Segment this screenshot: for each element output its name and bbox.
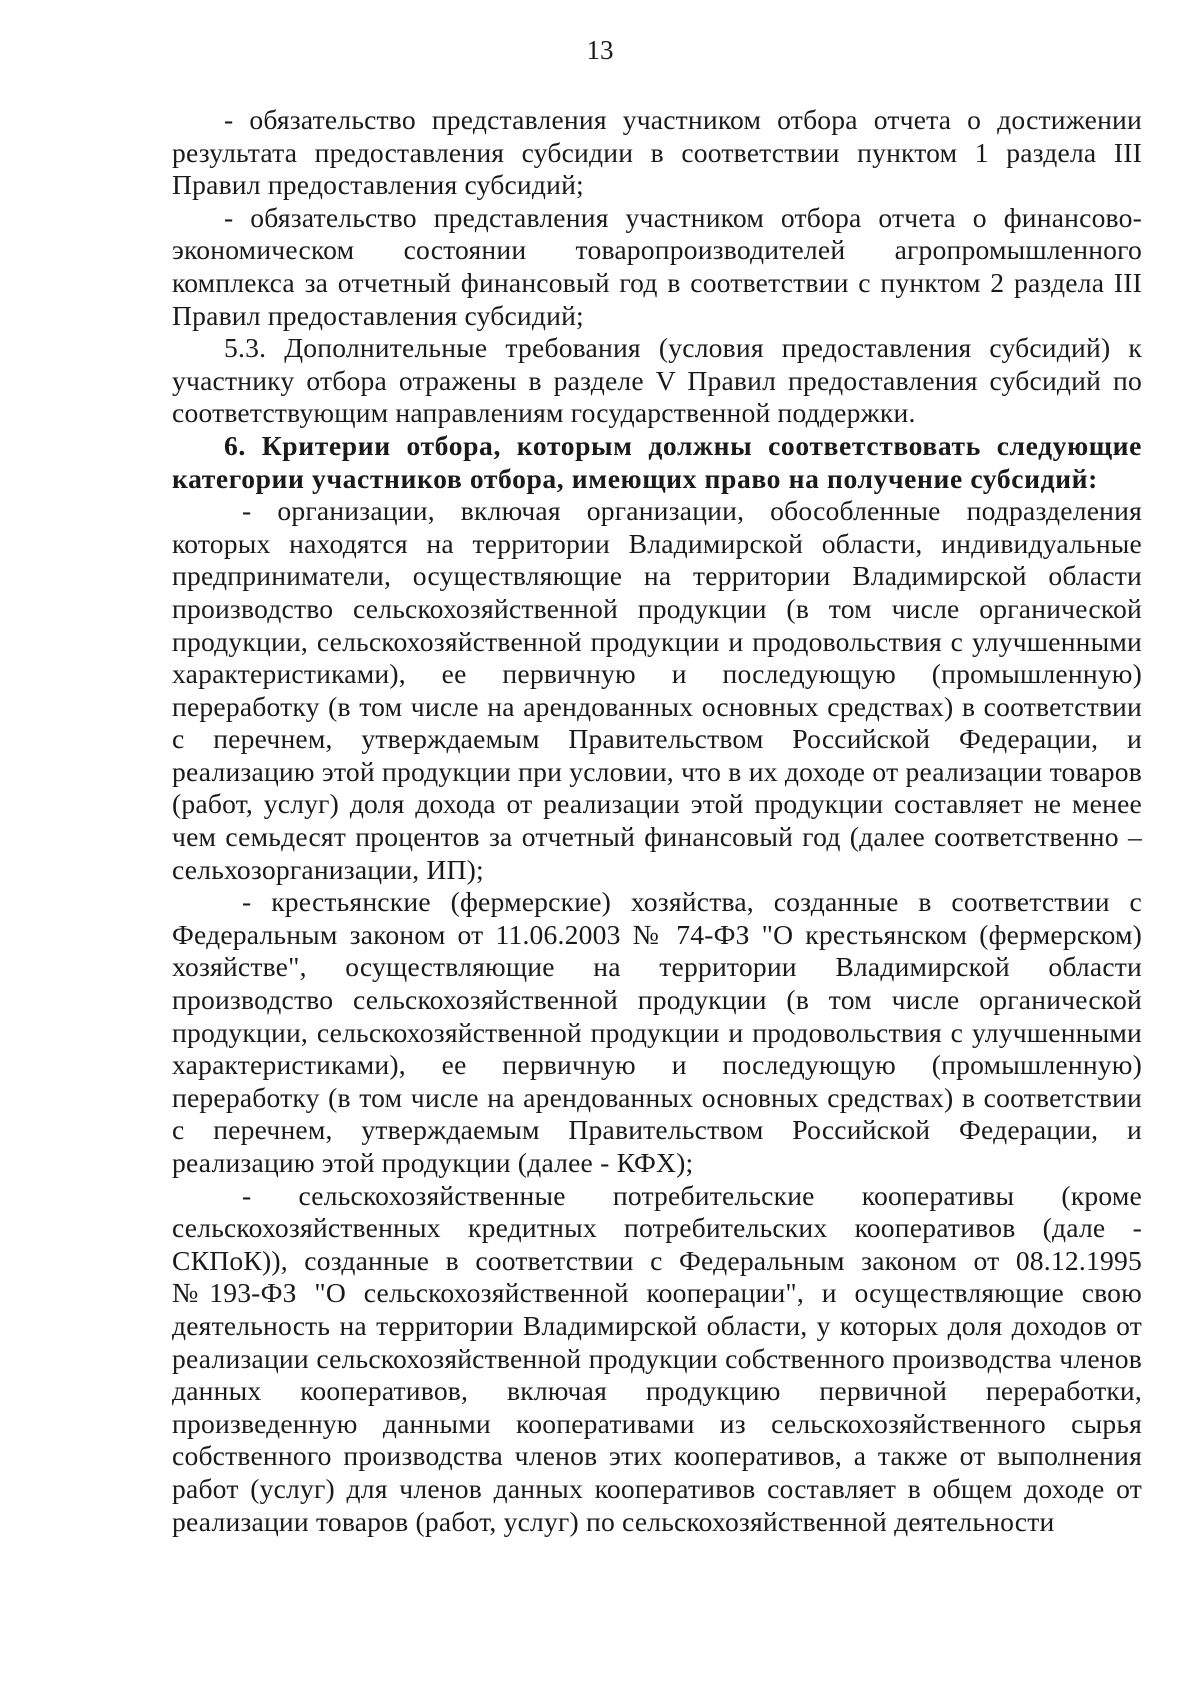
paragraph-additional-requirements: 5.3. Дополнительные требования (условия предоставления субсидий) к участнику отбора отражены в разделе V Правил предоставления субсидий по соответствующим направлениям государственной поддержки. (172, 332, 1142, 429)
paragraph-cooperatives: - сельскохозяйственные потребительские кооперативы (кроме сельскохозяйственных кредитных потребительских кооперативов (дале - СКПоК)), созданные в соответствии с Федеральным законом от 08.12.1995 №193-ФЗ "О сельскохозяйственной кооперации", и осуществляющие свою деятельность на территории Владимирской области, у которых доля доходов от реализации сельскохозяйственной продукции собственного производства членов данных кооперативов, включая продукцию первичной переработки, произведенную данными кооперативами из сельскохозяйственного сырья собственного производства членов этих кооперативов, а также от выполнения работ (услуг) для членов данных кооперативов составляет в общем доходе от реализации товаров (работ, услуг) по сельскохозяйственной деятельности (172, 1179, 1142, 1537)
paragraph-peasant-farms: - крестьянские (фермерские) хозяйства, созданные в соответствии с Федеральным законом от 11.06.2003 № 74-ФЗ "О крестьянском (фермерском) хозяйстве", осуществляющие на территории Владимирской области производство сельскохозяйственной продукции (в том числе органической продукции, сельскохозяйственной продукции и продовольствия с улучшенными характеристиками), ее первичную и последующую (промышленную) переработку (в том числе на арендованных основных средствах) в соответствии с перечнем, утверждаемым Правительством Российской Федерации, и реализацию этой продукции (далее - КФХ); (172, 886, 1142, 1178)
paragraph-organizations: - организации, включая организации, обособленные подразделения которых находятся на территории Владимирской области, индивидуальные предприниматели, осуществляющие на территории Владимирской области производство сельскохозяйственной продукции (в том числе органической продукции, сельскохозяйственной продукции и продовольствия с улучшенными характеристиками), ее первичную и последующую (промышленную) переработку (в том числе на арендованных основных средствах) в соответствии с перечнем, утверждаемым Правительством Российской Федерации, и реализацию этой продукции при условии, что в их доходе от реализации товаров (работ, услуг) доля дохода от реализации этой продукции составляет не менее чем семьдесят процентов за отчетный финансовый год (далее соответственно – сельхозорганизации, ИП); (172, 495, 1142, 885)
section-heading-selection-criteria: 6. Критерии отбора, которым должны соответствовать следующие категории участников отбора, имеющих право на получение субсидий: (172, 429, 1142, 494)
document-body (172, 104, 1142, 1538)
paragraph-report-obligation: - обязательство представления участником отбора отчета о достижении результата предоставления субсидии в соответствии пунктом 1 раздела III Правил предоставления субсидий; (172, 104, 1142, 201)
paragraph-financial-report-obligation: - обязательство представления участником отбора отчета о финансово-экономическом состоянии товаропроизводителей агропромышленного комплекса за отчетный финансовый год в соответствии с пунктом 2 раздела III Правил предоставления субсидий; (172, 201, 1142, 331)
page-number: 13 (586, 35, 614, 65)
